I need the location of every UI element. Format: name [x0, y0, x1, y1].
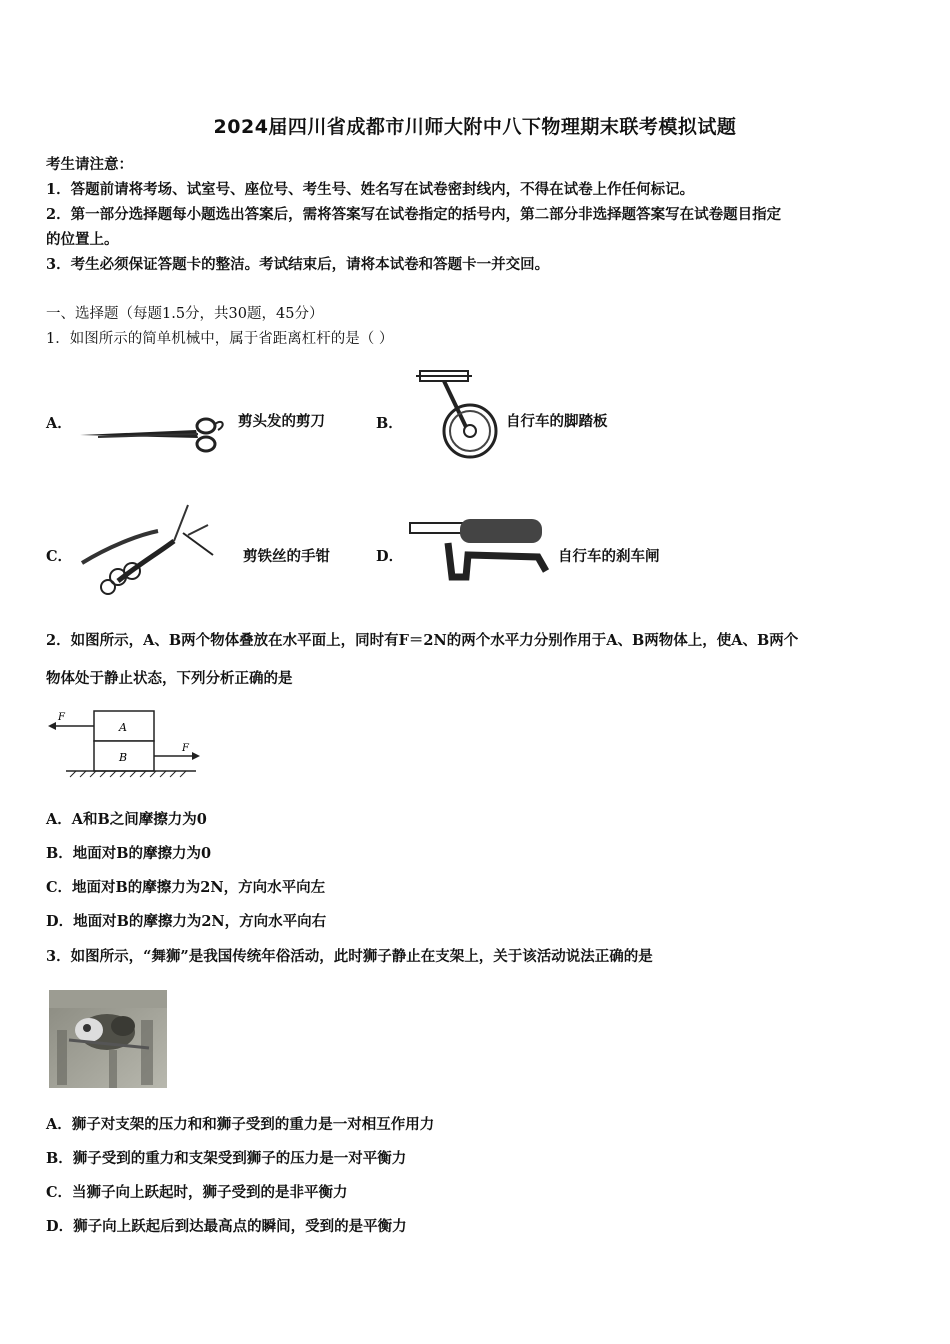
q3-option-b: B．狮子受到的重力和支架受到狮子的压力是一对平衡力: [46, 1150, 407, 1167]
q3-option-c: C．当狮子向上跃起时，狮子受到的是非平衡力: [46, 1184, 348, 1201]
q2-stem-line-2: 物体处于静止状态，下列分析正确的是: [46, 670, 293, 687]
lion-dance-photo: [49, 990, 167, 1088]
q2-option-a: A．A和B之间摩擦力为0: [46, 811, 207, 828]
q1-option-a-caption: 剪头发的剪刀: [238, 413, 325, 430]
q2-option-d: D．地面对B的摩擦力为2N，方向水平向右: [46, 913, 327, 930]
q3-option-a: A．狮子对支架的压力和和狮子受到的重力是一对相互作用力: [46, 1116, 435, 1133]
q1-option-c-caption: 剪铁丝的手钳: [243, 548, 330, 565]
q1-option-c-letter: C．: [46, 548, 73, 565]
q3-stem: 3．如图所示，“舞狮”是我国传统年俗活动，此时狮子静止在支架上，关于该活动说法正确的是: [46, 948, 653, 965]
page-title: 2024届四川省成都市川师大附中八下物理期末联考模拟试题: [213, 116, 737, 138]
q1-option-b-letter: B．: [376, 415, 403, 432]
q2-option-b: B．地面对B的摩擦力为0: [46, 845, 212, 862]
notice-heading: 考生请注意：: [46, 156, 133, 173]
q1-option-a-letter: A．: [46, 415, 72, 432]
q1-option-d-caption: 自行车的刹车闸: [558, 548, 660, 565]
q1-option-b-caption: 自行车的脚踏板: [506, 413, 608, 430]
label-a: A: [119, 721, 127, 734]
pliers-image: [78, 495, 213, 600]
brake-lever-image: [408, 515, 553, 590]
q1-option-d-letter: D．: [376, 548, 404, 565]
notice-item-3: 3．考生必须保证答题卡的整洁。考试结束后，请将本试卷和答题卡一并交回。: [46, 256, 550, 273]
notice-item-1: 1．答题前请将考场、试室号、座位号、考生号、姓名写在试卷密封线内，不得在试卷上作任何标记。: [46, 181, 695, 198]
label-b: B: [119, 751, 128, 764]
bicycle-pedal-image: [408, 365, 503, 460]
label-force-right: F: [182, 743, 189, 754]
q2-option-c: C．地面对B的摩擦力为2N，方向水平向左: [46, 879, 326, 896]
section-heading: 一、选择题（每题1.5分，共30题，45分）: [46, 306, 324, 322]
notice-item-2-cont: 的位置上。: [46, 231, 119, 248]
scissors-image: [78, 408, 228, 458]
blocks-force-diagram: [46, 705, 206, 780]
q2-stem-line-1: 2．如图所示，A、B两个物体叠放在水平面上，同时有F＝2N的两个水平力分别作用于A、B两物体上，使A、B两个: [46, 632, 799, 649]
q3-option-d: D．狮子向上跃起后到达最高点的瞬间，受到的是平衡力: [46, 1218, 407, 1235]
label-force-left: F: [58, 712, 65, 723]
q1-stem: 1．如图所示的简单机械中，属于省距离杠杆的是（ ）: [46, 331, 394, 347]
notice-item-2: 2．第一部分选择题每小题选出答案后，需将答案写在试卷指定的括号内，第二部分非选择题答案写在试卷题目指定: [46, 206, 782, 223]
